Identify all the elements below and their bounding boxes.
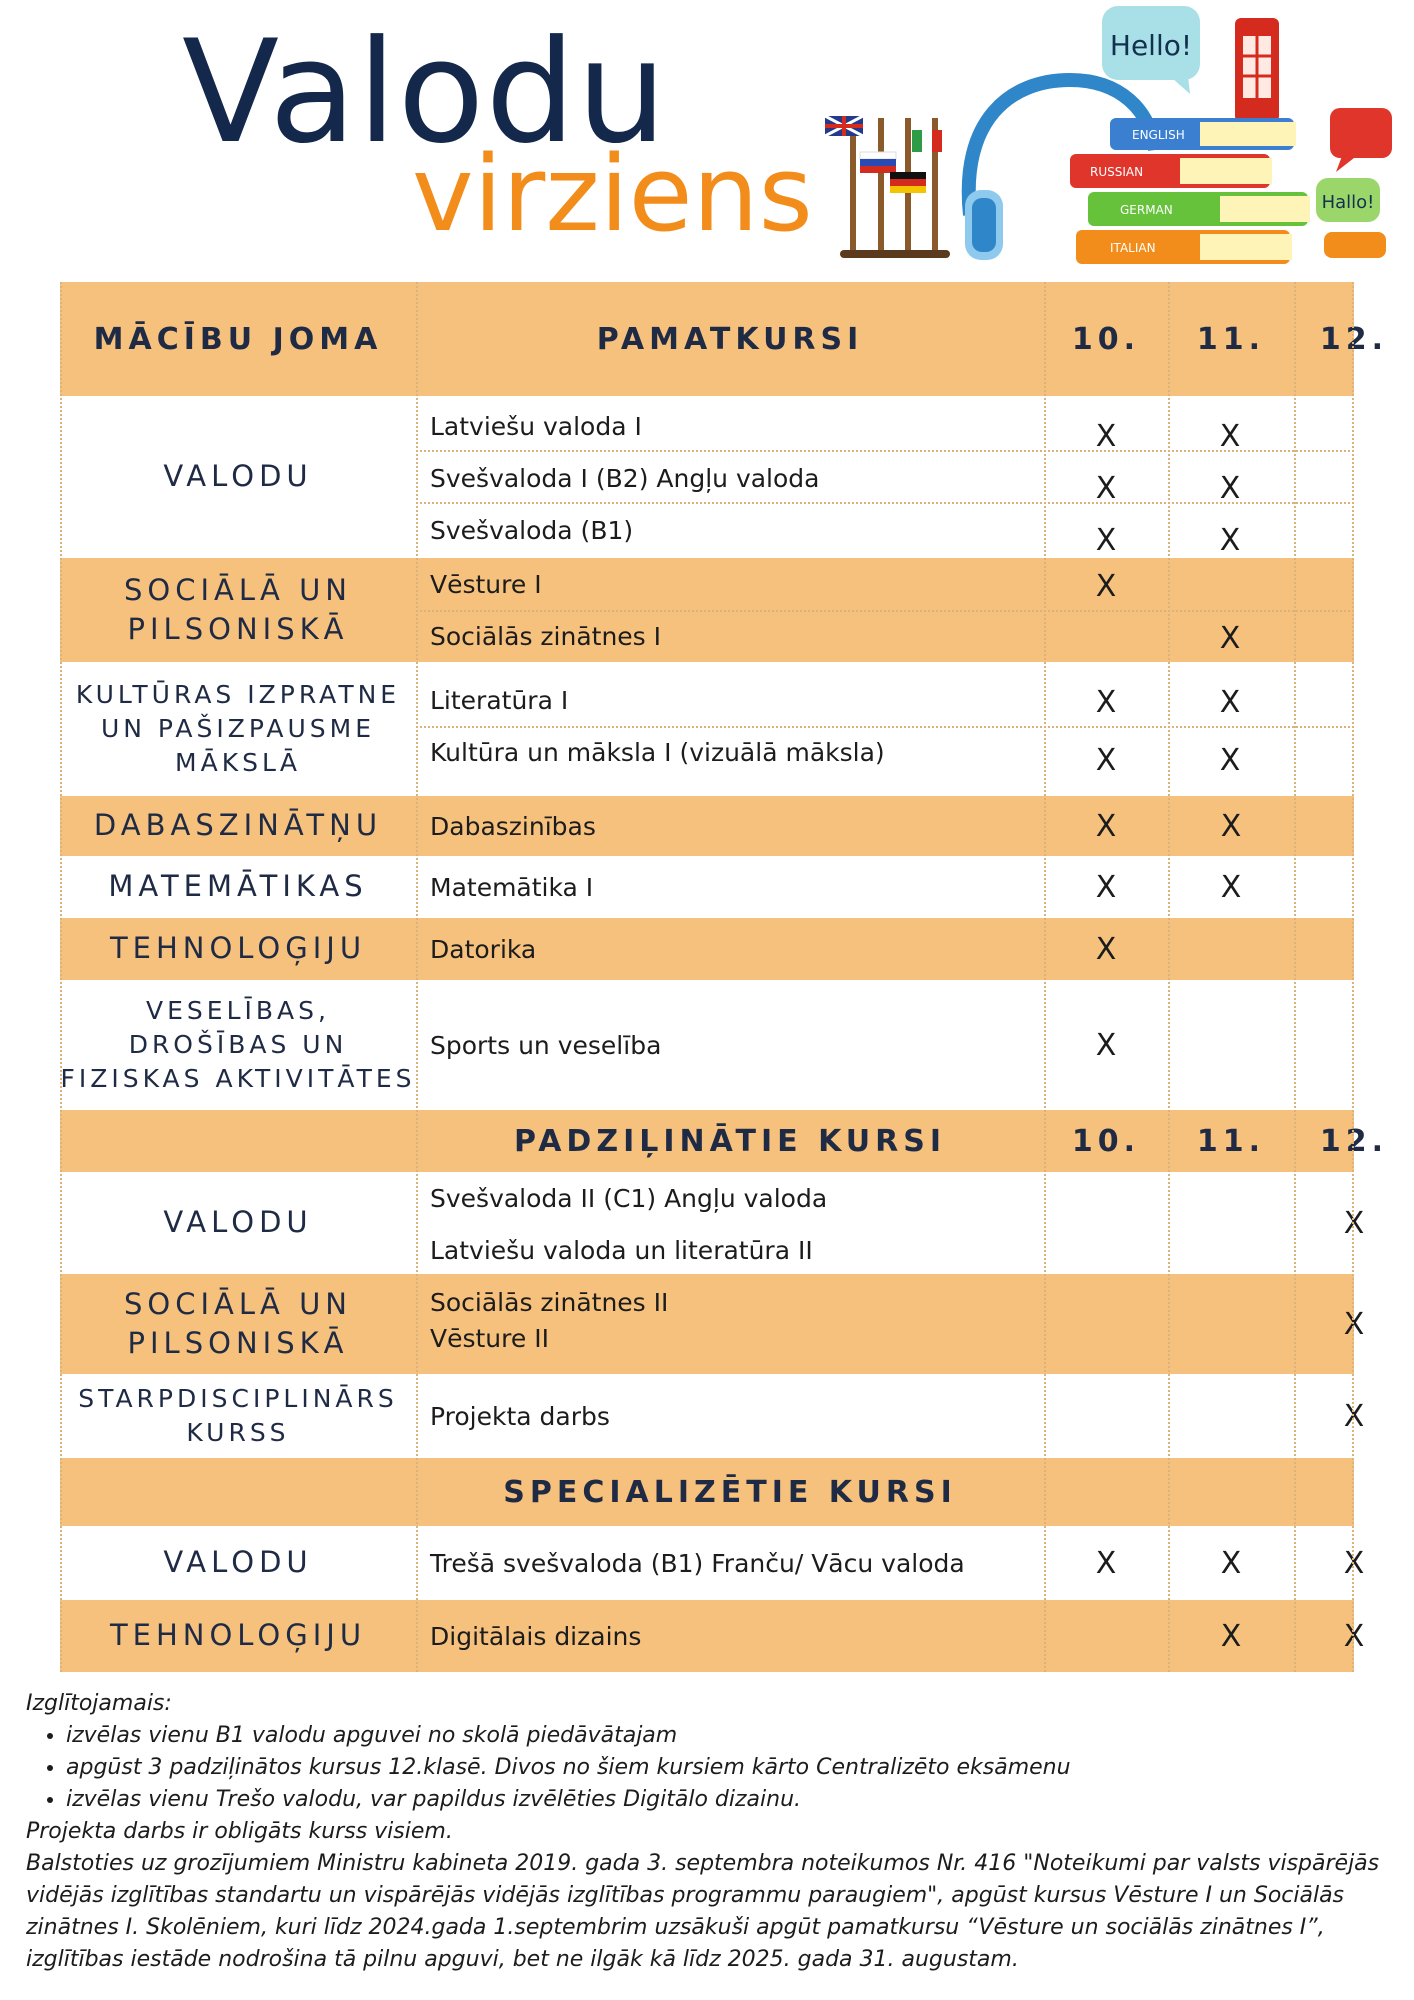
course-name: Svešvaloda II (C1) Angļu valoda	[430, 1183, 828, 1213]
grade-mark: X	[1220, 808, 1242, 844]
course-name: Literatūra I	[430, 685, 569, 715]
basic-group-health	[60, 980, 1354, 1110]
course-name: Sociālās zinātnes II	[430, 1287, 669, 1317]
svg-text:Hallo!: Hallo!	[1321, 192, 1375, 213]
grade-mark: X	[1220, 1545, 1242, 1581]
course-name: Datorika	[430, 934, 537, 964]
flags-icon	[825, 116, 950, 258]
basic-group-math	[60, 856, 1354, 918]
course-name: Projekta darbs	[430, 1401, 610, 1431]
course-name: Sports un veselība	[430, 1030, 662, 1060]
grade-mark: X	[1095, 568, 1117, 604]
course-name: Svešvaloda I (B2) Angļu valoda	[430, 463, 820, 493]
domain-label: SOCIĀLĀ UN PILSONISKĀ	[123, 1286, 352, 1360]
grade-mark: X	[1220, 1618, 1242, 1654]
notes-legal: Balstoties uz grozījumiem Ministru kabineta 2019. gada 3. septembra noteikumos Nr. 416 "Noteikumi par valsts vispārējās vidējās izglītības standartu un vispārējās vidējās izglītības programmu paraugiem", apgūst kursus Vēsture I un Sociālās zinātnes I. Skolēniem, kuri līdz 2024.gada 1.septembrim uzsākuši apgūt pamatkursu “Vēsture un sociālās zinātnes I”, izglītības iestāde nodrošina tā pilnu apguvi, bet ne ilgāk kā līdz 2025. gada 31. augustam.	[26, 1851, 1380, 1972]
language-illustration	[820, 0, 1414, 280]
advanced-group-interdisciplinary	[60, 1374, 1365, 1458]
course-name: Vēsture II	[430, 1323, 549, 1353]
domain-label: TEHNOLOĢIJU	[109, 931, 367, 966]
header-domain: MĀCĪBU JOMA	[93, 321, 383, 357]
course-name: Latviešu valoda un literatūra II	[430, 1235, 813, 1265]
domain-label: KULTŪRAS IZPRATNE UN PAŠIZPAUSME MĀKSLĀ	[75, 680, 401, 777]
course-name: Matemātika I	[430, 872, 594, 902]
grade-mark: X	[1095, 522, 1117, 558]
course-name: Sociālās zinātnes I	[430, 621, 662, 651]
hello-bubble-icon	[1102, 6, 1200, 94]
advanced-group-social	[60, 1274, 1365, 1374]
domain-label: MATEMĀTIKAS	[108, 869, 368, 904]
list-item: • izvēlas vienu B1 valodu apguvei no skolā piedāvātajam	[66, 1720, 1396, 1752]
grade-mark: X	[1219, 684, 1241, 720]
phone-box-icon	[1235, 18, 1279, 122]
grade-mark: X	[1095, 808, 1117, 844]
grade-mark: X	[1095, 1545, 1117, 1581]
svg-text:RUSSIAN: RUSSIAN	[1090, 165, 1144, 179]
grade-mark: X	[1095, 1027, 1117, 1063]
title-line-1: Valodu	[182, 10, 668, 175]
header-specialized-courses: SPECIALIZĒTIE KURSI	[503, 1474, 957, 1510]
course-name: Kultūra un māksla I (vizuālā māksla)	[430, 737, 885, 767]
grade-mark: X	[1219, 418, 1241, 454]
grade-mark: X	[1095, 869, 1117, 905]
course-name: Trešā svešvaloda (B1) Franču/ Vācu valoda	[430, 1548, 965, 1578]
notes-section	[26, 1688, 1396, 1976]
svg-text:ITALIAN: ITALIAN	[1110, 241, 1156, 255]
grade-mark: X	[1343, 1398, 1365, 1434]
advanced-group-languages	[60, 1172, 1365, 1274]
header-grade-12: 12.	[1319, 321, 1389, 357]
grade-mark: X	[1095, 418, 1117, 454]
domain-label: DABASZINĀTŅU	[93, 808, 383, 843]
notes-intro: Izglītojamais:	[26, 1691, 172, 1716]
grade-mark: X	[1343, 1545, 1365, 1581]
grade-mark: X	[1095, 931, 1117, 967]
grade-mark: X	[1343, 1618, 1365, 1654]
grade-mark: X	[1343, 1205, 1365, 1241]
specialized-group-technology	[60, 1600, 1365, 1672]
speech-bubbles-icon	[1316, 108, 1392, 258]
grade-mark: X	[1095, 742, 1117, 778]
domain-label: SOCIĀLĀ UN PILSONISKĀ	[123, 572, 352, 646]
advanced-header-row	[60, 1110, 1389, 1172]
svg-text:ENGLISH: ENGLISH	[1132, 128, 1185, 142]
grade-mark: X	[1219, 620, 1241, 656]
notes-list	[26, 1720, 1396, 1816]
list-item: • izvēlas vienu Trešo valodu, var papildus izvēlēties Digitālo dizainu.	[66, 1784, 1396, 1816]
domain-label: STARPDISCIPLINĀRS KURSS	[78, 1384, 398, 1447]
table-header-row	[60, 282, 1389, 396]
domain-label: TEHNOLOĢIJU	[109, 1618, 367, 1653]
header-grade-12: 12.	[1319, 1123, 1389, 1159]
list-item: • apgūst 3 padziļinātos kursus 12.klasē. Divos no šiem kursiem kārto Centralizēto eksāmenu	[66, 1752, 1396, 1784]
title-line-2: virziens	[412, 133, 813, 255]
header-grade-10: 10.	[1071, 321, 1141, 357]
header-grade-11: 11.	[1196, 321, 1266, 357]
course-name: Dabaszinības	[430, 811, 596, 841]
domain-label: VESELĪBAS, DROŠĪBAS UN FIZISKAS AKTIVITĀTES	[60, 996, 416, 1093]
books-stack-icon	[1070, 118, 1310, 264]
grade-mark: X	[1220, 869, 1242, 905]
header-basic-courses: PAMATKURSI	[596, 321, 864, 357]
course-name: Vēsture I	[430, 569, 542, 599]
basic-group-culture	[60, 662, 1354, 796]
grade-mark: X	[1219, 522, 1241, 558]
grade-mark: X	[1219, 470, 1241, 506]
domain-label: VALODU	[163, 1545, 313, 1580]
grade-mark: X	[1095, 470, 1117, 506]
grade-mark: X	[1219, 742, 1241, 778]
svg-text:GERMAN: GERMAN	[1120, 203, 1173, 217]
header-grade-11: 11.	[1196, 1123, 1266, 1159]
course-name: Digitālais dizains	[430, 1621, 642, 1651]
specialized-header-row	[60, 1458, 1354, 1526]
grade-mark: X	[1343, 1306, 1365, 1342]
basic-group-technology	[60, 918, 1354, 980]
notes-project: Projekta darbs ir obligāts kurss visiem.	[26, 1819, 453, 1844]
grade-mark: X	[1095, 684, 1117, 720]
svg-text:Hello!: Hello!	[1109, 29, 1193, 62]
domain-label: VALODU	[163, 1205, 313, 1240]
basic-group-languages	[60, 396, 1354, 558]
domain-label: VALODU	[163, 459, 313, 494]
course-name: Latviešu valoda I	[430, 411, 642, 441]
basic-group-science	[60, 796, 1354, 856]
header-grade-10: 10.	[1071, 1123, 1141, 1159]
specialized-group-languages	[60, 1526, 1365, 1600]
basic-group-social	[60, 558, 1354, 662]
header-advanced-courses: PADZIĻINĀTIE KURSI	[513, 1123, 947, 1159]
course-name: Svešvaloda (B1)	[430, 515, 634, 545]
